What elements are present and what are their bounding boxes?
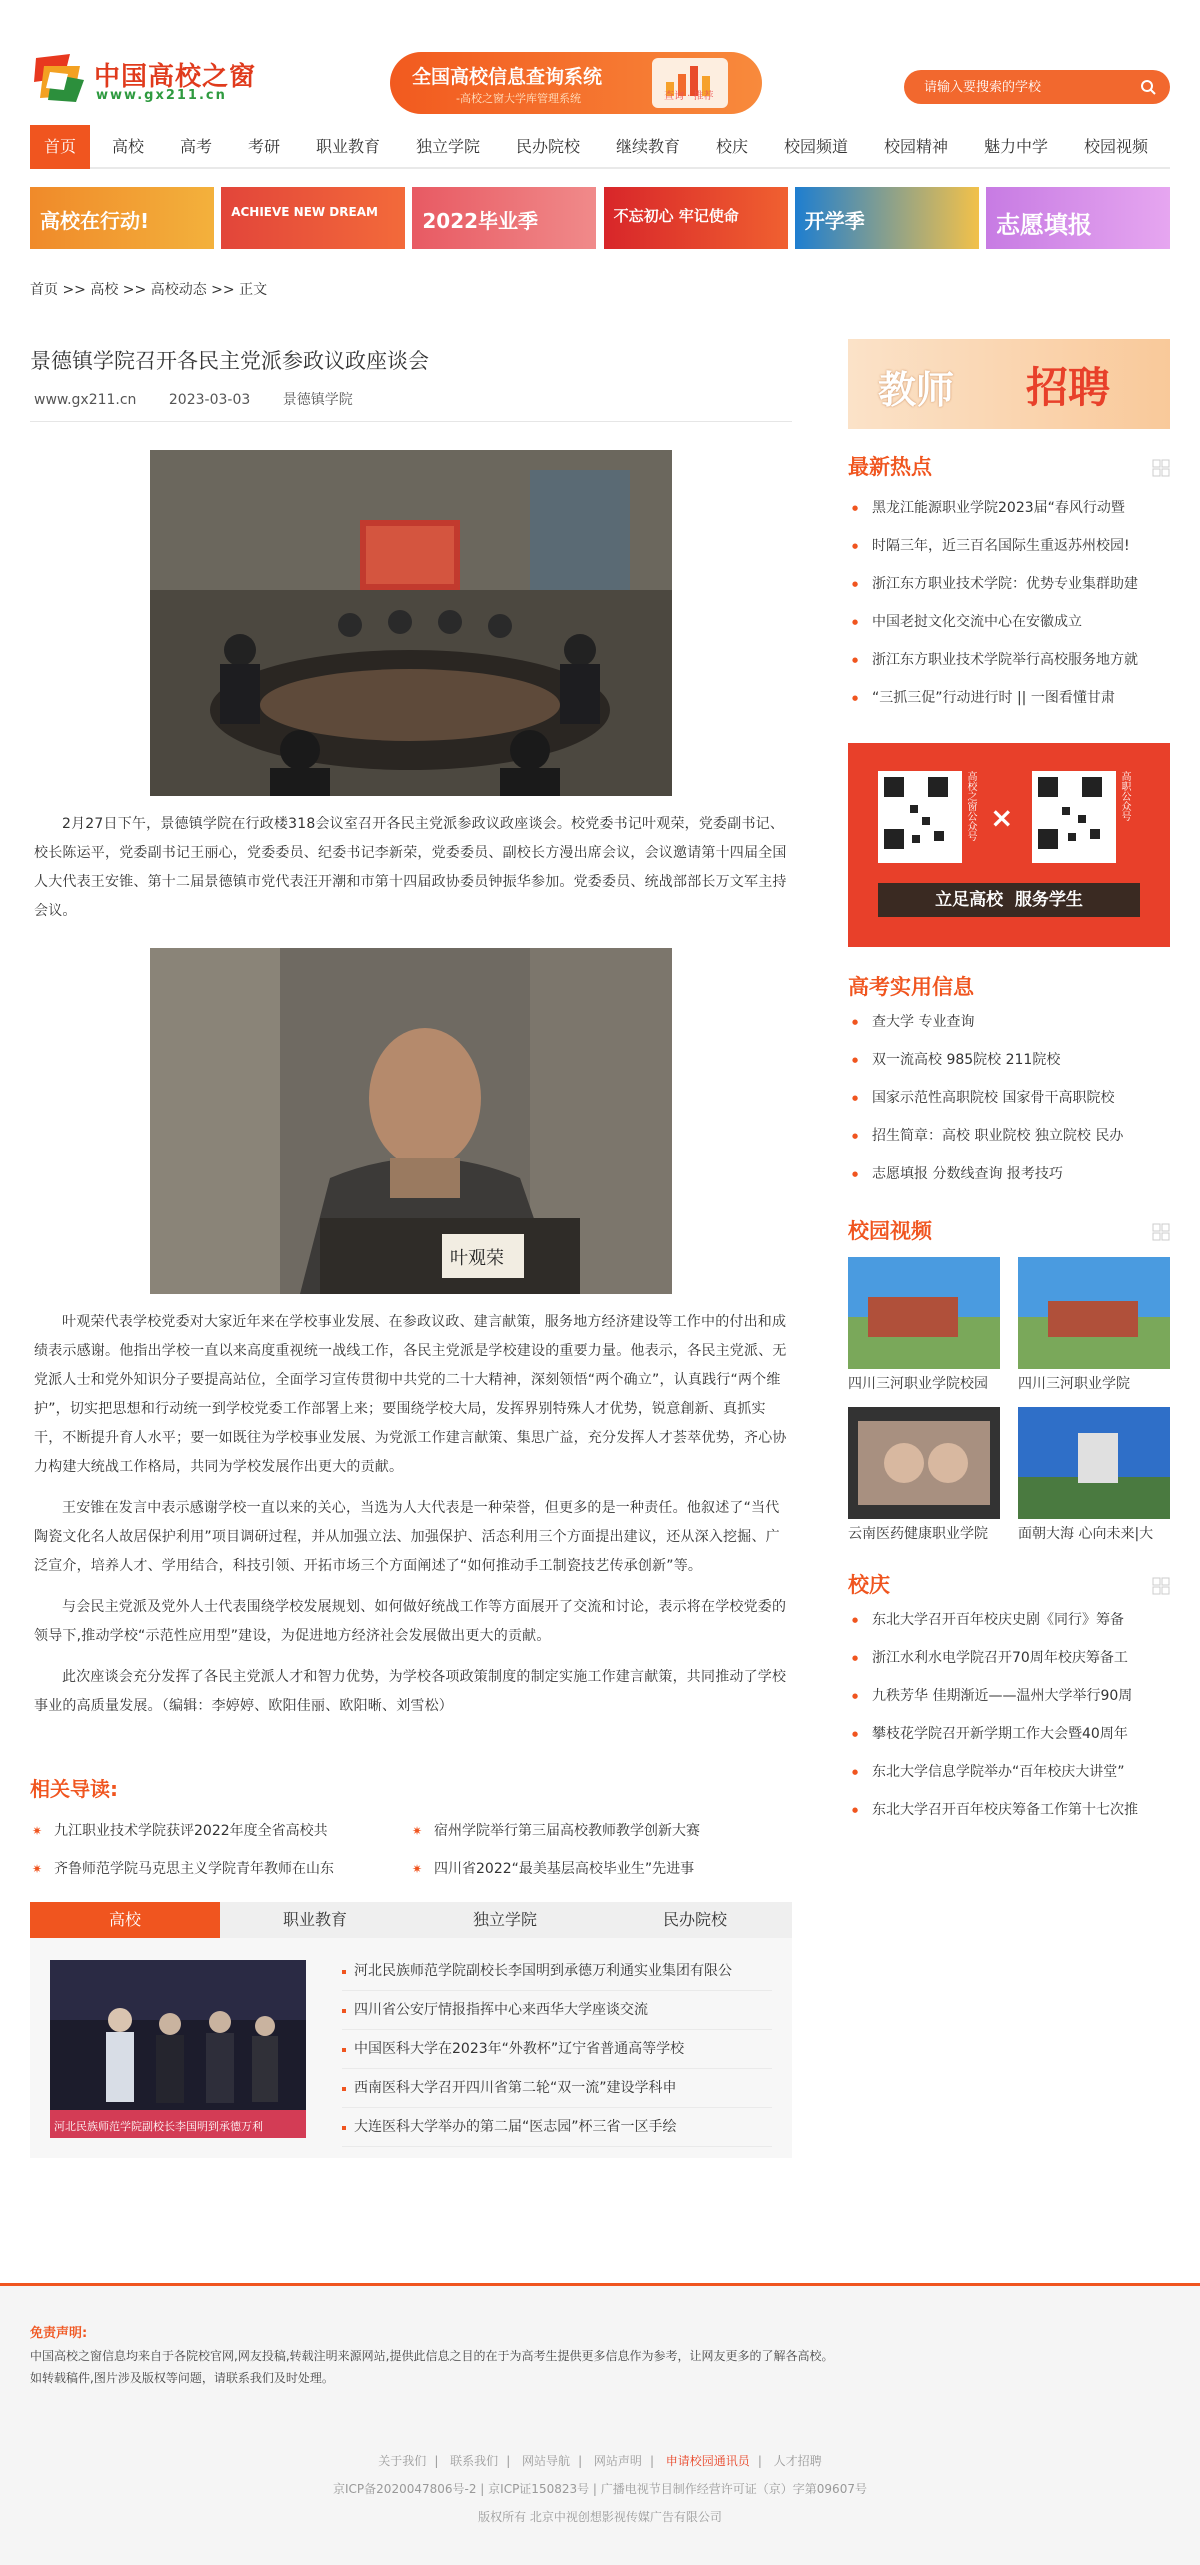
nav-item-middle-school[interactable]: 魅力中学 xyxy=(984,137,1049,156)
ad-banner-5[interactable]: 开学季 xyxy=(795,187,979,249)
footer-links: 关于我们 | 联系我们 | 网站导航 | 网站声明 | 申请校园通讯员 | 人才招聘 京ICP备2020047806号-2 | 京ICP证150823号 | 广播电视节目制作经营许可证（京）字第09607号 版权所有 北京中视创想影视传媒广告有限公司 xyxy=(30,2447,1170,2531)
nav-item-gaokao[interactable]: 高考 xyxy=(180,137,213,156)
nav-item-vocational[interactable]: 职业教育 xyxy=(316,137,381,156)
qr-times-icon: × xyxy=(990,801,1014,834)
logo-icon xyxy=(30,52,88,104)
article-paragraph-4: 与会民主党派及党外人士代表围绕学校发展规划、如何做好统战工作等方面展开了交流和讨论，表示将在学校党委的领导下,推动学校“示范性应用型”建设，为促进地方经济社会发展做出更大的贡献。 xyxy=(34,1599,787,1644)
gaokao-info-item[interactable]: ● 国家示范性高职院校 国家骨干高职院校 xyxy=(848,1079,1170,1117)
grid-more-icon[interactable] xyxy=(1152,1223,1170,1241)
sidebar xyxy=(848,325,1170,2158)
banner-chart-icon xyxy=(652,58,728,108)
video-card[interactable] xyxy=(1018,1257,1170,1399)
video-card[interactable] xyxy=(848,1407,1000,1549)
article-column xyxy=(30,325,792,2158)
footer-link-jobs[interactable]: 人才招聘 xyxy=(773,2454,822,2468)
search-box[interactable] xyxy=(904,70,1170,104)
article-paragraph-3: 王安锥在发言中表示感谢学校一直以来的关心，当选为人大代表是一种荣誉，但更多的是一种责任。他叙述了“当代陶瓷文化名人故居保护利用”项目调研过程，并从加强立法、加强保护、活态利用三个方面提出建议，还从深入挖掘、广泛宣介，培养人才、学用结合，科技引领、开拓市场三个方面阐述了“如何推动手工制瓷技艺传承创新”等。 xyxy=(34,1500,780,1574)
nav-item-campus-spirit[interactable]: 校园精神 xyxy=(884,137,949,156)
nameplate-text: 叶观荣 xyxy=(450,1248,504,1269)
disclaimer-text-2: 如转载稿件,图片涉及版权等问题，请联系我们及时处理。 xyxy=(30,2371,334,2385)
qr-code-right[interactable] xyxy=(1032,771,1116,863)
logo-title: 中国高校之窗 xyxy=(94,62,257,92)
grid-more-icon[interactable] xyxy=(1152,1577,1170,1595)
anniversary-title: 校庆 xyxy=(848,1569,1170,1601)
article-photo-meeting xyxy=(150,450,672,796)
related-link[interactable]: ✷ 宿州学院举行第三届高校教师教学创新大赛 xyxy=(410,1812,790,1850)
hot-news-item[interactable]: ● 浙江东方职业技术学院：优势专业集群助建 xyxy=(848,565,1170,603)
grid-more-icon[interactable] xyxy=(1152,459,1170,477)
tab-feature-caption: 河北民族师范学院副校长李国明到承德万利 xyxy=(54,2120,263,2133)
related-reading-list xyxy=(30,1812,792,1888)
site-header xyxy=(30,0,1170,125)
query-system-banner[interactable] xyxy=(390,52,762,114)
anniversary-item[interactable]: ● 东北大学召开百年校庆筹备工作第十七次推 xyxy=(848,1791,1170,1829)
category-tabs xyxy=(30,1902,792,1938)
video-thumbnail[interactable] xyxy=(1018,1407,1170,1519)
nav-item-kaoyan[interactable]: 考研 xyxy=(248,137,281,156)
banner-title: 全国高校信息查询系统 xyxy=(412,66,603,88)
footer-link-sitemap[interactable]: 网站导航 xyxy=(522,2454,571,2468)
hot-news-item[interactable]: ● “三抓三促”行动进行时 || 一图看懂甘肃 xyxy=(848,679,1170,717)
ad-banner-3[interactable]: 2022毕业季 xyxy=(412,187,596,249)
related-link[interactable]: ✷ 九江职业技术学院获评2022年度全省高校共 xyxy=(30,1812,410,1850)
article-meta xyxy=(30,389,792,422)
campus-video-title: 校园视频 xyxy=(848,1215,1170,1247)
ad-banner-1[interactable]: 高校在行动! xyxy=(30,187,214,249)
search-input[interactable] xyxy=(904,80,1124,95)
qr-slogan: 立足高校 服务学生 xyxy=(878,883,1140,917)
nav-item-campus-channel[interactable]: 校园频道 xyxy=(784,137,849,156)
footer-link-contact[interactable]: 联系我们 xyxy=(450,2454,499,2468)
tab-news-item[interactable]: 西南医科大学召开四川省第二轮“双一流”建设学科申 xyxy=(342,2069,772,2108)
anniversary-item[interactable]: ● 攀枝花学院召开新学期工作大会暨40周年 xyxy=(848,1715,1170,1753)
article-date: 2023-03-03 xyxy=(168,392,251,408)
article-paragraph-2: 叶观荣代表学校党委对大家近年来在学校事业发展、在参政议政、建言献策，服务地方经济建设等工作中的付出和成绩表示感谢。他指出学校一直以来高度重视统一战线工作，各民主党派是学校建设的重要力量。他表示，各民主党派、无党派人士和党外知识分子要提高站位，全面学习宣传贯彻中共党的二十大精神，深刻领悟“两个确立”，认真践行“两个维护”，切实把思想和行动统一到学校党委工作部署上来；要围绕学校大局，发挥界别特殊人才优势，锐意創新、真抓实干，不断提升育人水平；要一如既往为学校事业发展、为党派工作建言献策、集思广益，充分发挥人才荟萃优势，齐心协力构建大统战工作格局，共同为学校发展作出更大的贡献。 xyxy=(34,1314,787,1475)
breadcrumb[interactable]: 首页 >> 高校 >> 高校动态 >> 正文 xyxy=(30,282,268,298)
article-source: 景德镇学院 xyxy=(282,392,353,408)
tab-universities[interactable]: 高校 xyxy=(30,1902,220,1938)
anniversary-item[interactable]: ● 九秩芳华 佳期渐近——温州大学举行90周 xyxy=(848,1677,1170,1715)
nav-item-campus-video[interactable]: 校园视频 xyxy=(1084,137,1149,156)
article-photo-speaker xyxy=(150,948,672,1294)
footer-link-statement[interactable]: 网站声明 xyxy=(593,2454,642,2468)
ad-banner-row xyxy=(30,187,1170,249)
nav-item-private[interactable]: 民办院校 xyxy=(516,137,581,156)
disclaimer-title: 免责声明: xyxy=(30,2326,88,2341)
article-paragraph-5: 此次座谈会充分发挥了各民主党派人才和智力优势，为学校各项政策制度的制定实施工作建言献策，共同推动了学校事业的高质量发展。（编辑：李婷婷、欧阳佳丽、欧阳晰、刘雪松） xyxy=(34,1669,787,1714)
video-thumbnail[interactable] xyxy=(1018,1257,1170,1369)
gaokao-info-item[interactable]: ● 查大学 专业查询 xyxy=(848,1003,1170,1041)
tab-news-item[interactable]: 河北民族师范学院副校长李国明到承德万利通实业集团有限公 xyxy=(342,1952,772,1991)
qr-code-banner xyxy=(848,743,1170,947)
related-link[interactable]: ✷ 四川省2022“最美基层高校毕业生”先进事 xyxy=(410,1850,790,1888)
footer-icp: 京ICP备2020047806号-2 | 京ICP证150823号 | 广播电视节目制作经营许可证（京）字第09607号 xyxy=(333,2482,867,2496)
video-title[interactable]: 四川三河职业学院 xyxy=(1018,1376,1130,1392)
qr-left-label: 高校之窗公众号 xyxy=(965,771,976,841)
video-thumbnail[interactable] xyxy=(848,1257,1000,1369)
anniversary-item[interactable]: ● 东北大学信息学院举办“百年校庆大讲堂” xyxy=(848,1753,1170,1791)
ad-banner-2[interactable]: ACHIEVE NEW DREAM xyxy=(221,187,405,249)
ad-banner-6[interactable]: 志愿填报 xyxy=(986,187,1170,249)
video-title[interactable]: 云南医药健康职业学院 xyxy=(848,1526,988,1542)
gaokao-info-list xyxy=(848,1003,1170,1193)
tab-vocational[interactable]: 职业教育 xyxy=(282,1910,347,1929)
recruit-text-a: 教师 xyxy=(878,368,955,412)
gaokao-info-item[interactable]: ● 双一流高校 985院校 211院校 xyxy=(848,1041,1170,1079)
qr-code-left[interactable] xyxy=(878,771,962,863)
video-thumbnail[interactable] xyxy=(848,1407,1000,1519)
hot-news-item[interactable]: ● 浙江东方职业技术学院举行高校服务地方就 xyxy=(848,641,1170,679)
tab-feature-image[interactable] xyxy=(50,1960,306,2138)
video-card[interactable] xyxy=(1018,1407,1170,1549)
video-card[interactable] xyxy=(848,1257,1000,1399)
gaokao-info-item[interactable]: ● 招生简章：高校 职业院校 独立院校 民办 xyxy=(848,1117,1170,1155)
gaokao-info-item[interactable]: ● 志愿填报 分数线查询 报考技巧 xyxy=(848,1155,1170,1193)
hot-news-item[interactable]: ● 黑龙江能源职业学院2023届“春风行动暨 xyxy=(848,489,1170,527)
site-logo[interactable] xyxy=(30,50,260,108)
search-icon[interactable] xyxy=(1140,79,1156,95)
anniversary-item[interactable]: ● 东北大学召开百年校庆史剧《同行》筹备 xyxy=(848,1601,1170,1639)
nav-item-anniversary[interactable]: 校庆 xyxy=(716,137,749,156)
tab-news-item[interactable]: 四川省公安厅情报指挥中心来西华大学座谈交流 xyxy=(342,1991,772,2030)
ad-banner-4[interactable]: 不忘初心 牢记使命 xyxy=(604,187,788,249)
video-title[interactable]: 四川三河职业学院校园 xyxy=(848,1376,988,1392)
nav-item-home[interactable]: 首页 xyxy=(30,125,90,169)
nav-item-universities[interactable]: 高校 xyxy=(112,137,145,156)
article-paragraph-1: 2月27日下午，景德镇学院在行政楼318会议室召开各民主党派参政议政座谈会。校党委书记叶观荣，党委副书记、校长陈运平，党委副书记王丽心，党委委员、纪委书记李新荣，党委委员、副校长方漫出席会议，会议邀请第十四届全国人大代表王安锥、第十二届景德镇市党代表汪开潮和市第十四届政协委员钟振华参加。党委委员、统战部部长万文军主持会议。 xyxy=(34,816,787,919)
campus-video-grid xyxy=(848,1257,1170,1549)
related-reading-title: 相关导读: xyxy=(30,1777,118,1801)
article-title: 景德镇学院召开各民主党派参政议政座谈会 xyxy=(30,349,429,373)
qr-right-label: 高职公众号 xyxy=(1119,771,1130,821)
hot-news-list xyxy=(848,489,1170,717)
tab-news-item[interactable]: 大连医科大学举办的第二届“医志园”杯三省一区手绘 xyxy=(342,2108,772,2147)
category-tab-box xyxy=(30,1902,792,2158)
article-site: www.gx211.cn xyxy=(34,392,137,408)
anniversary-item[interactable]: ● 浙江水利水电学院召开70周年校庆筹备工 xyxy=(848,1639,1170,1677)
banner-subtitle: -高校之窗大学库管理系统 xyxy=(456,92,581,105)
logo-url: www.gx211.cn xyxy=(96,88,227,103)
footer-link-about[interactable]: 关于我们 xyxy=(378,2454,427,2468)
video-title[interactable]: 面朝大海 心向未来|大 xyxy=(1018,1526,1154,1542)
tab-independent[interactable]: 独立学院 xyxy=(472,1910,537,1929)
hot-news-title: 最新热点 xyxy=(848,451,1170,483)
hot-news-item[interactable]: ● 时隔三年，近三百名国际生重返苏州校园! xyxy=(848,527,1170,565)
recruit-text-b: 招聘 xyxy=(1026,363,1111,412)
anniversary-list xyxy=(848,1601,1170,1829)
related-link[interactable]: ✷ 齐鲁师范学院马克思主义学院青年教师在山东 xyxy=(30,1850,410,1888)
site-footer xyxy=(0,2283,1200,2565)
footer-copyright: 版权所有 北京中视创想影视传媒广告有限公司 xyxy=(478,2510,722,2524)
nav-item-continuing[interactable]: 继续教育 xyxy=(616,137,681,156)
hot-news-item[interactable]: ● 中国老挝文化交流中心在安徽成立 xyxy=(848,603,1170,641)
footer-link-correspondent[interactable]: 申请校园通讯员 xyxy=(665,2454,750,2468)
nav-item-independent[interactable]: 独立学院 xyxy=(416,137,481,156)
tab-news-list xyxy=(342,1952,772,2147)
tab-private[interactable]: 民办院校 xyxy=(662,1910,727,1929)
gaokao-info-title: 高考实用信息 xyxy=(848,975,974,999)
teacher-recruit-banner[interactable] xyxy=(848,339,1170,429)
banner-tag: 查询 · 推荐 xyxy=(664,91,714,102)
main-nav xyxy=(30,125,1170,169)
tab-news-item[interactable]: 中国医科大学在2023年“外教杯”辽宁省普通高等学校 xyxy=(342,2030,772,2069)
disclaimer-text-1: 中国高校之窗信息均来自于各院校官网,网友投稿,转载注明来源网站,提供此信息之目的在于为高考生提供更多信息作为参考，让网友更多的了解各高校。 xyxy=(30,2349,834,2363)
